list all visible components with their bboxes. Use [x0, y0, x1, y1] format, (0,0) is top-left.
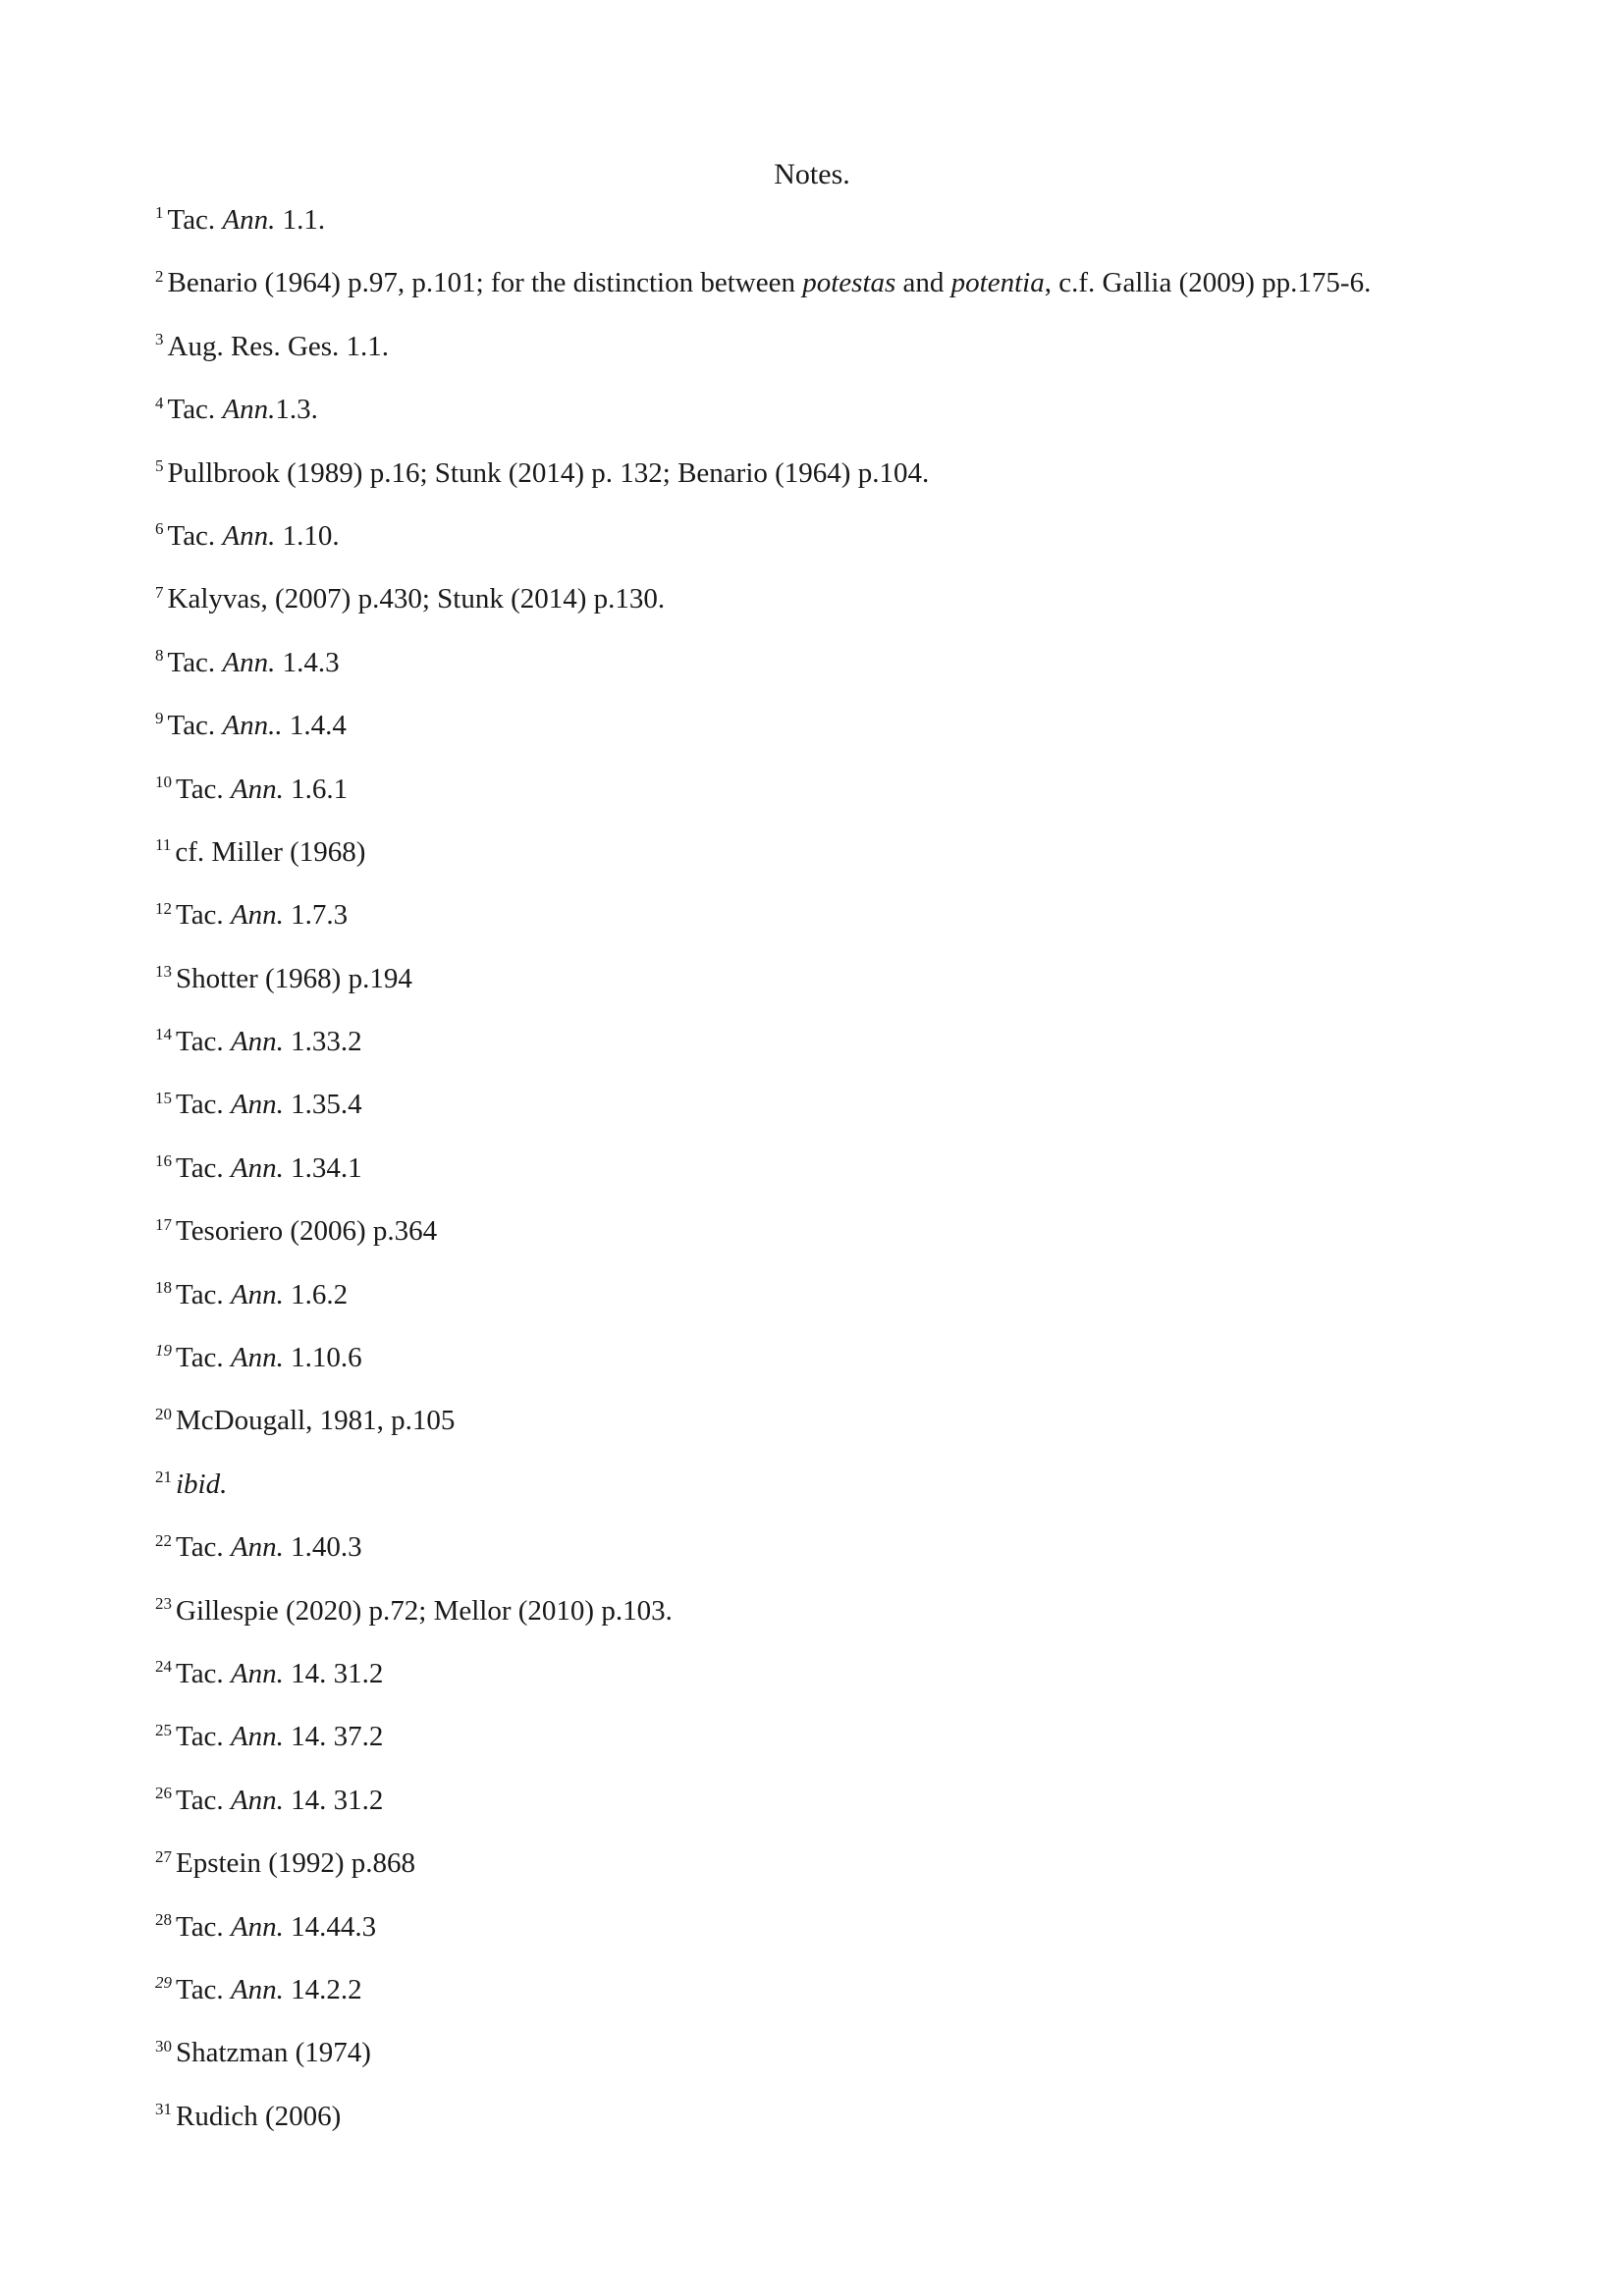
note-text-italic: Ann.	[230, 1342, 284, 1374]
note-text: Gillespie (2020) p.72; Mellor (2010) p.103.	[176, 1594, 673, 1627]
note-text: Shatzman (1974)	[176, 2037, 371, 2069]
note-number: 19	[155, 1341, 172, 1361]
note-item	[155, 1085, 1510, 1148]
note-item	[155, 1275, 1510, 1338]
note-text: Shotter (1968) p.194	[176, 962, 412, 994]
note-item	[155, 516, 1510, 579]
note-text-italic: Ann.	[230, 1151, 284, 1184]
note-number: 7	[155, 582, 164, 602]
note-number: 31	[155, 2100, 172, 2119]
note-number: 1	[155, 203, 164, 223]
note-text: and	[895, 267, 951, 299]
note-number: 2	[155, 266, 164, 286]
note-text: 1.4.4	[282, 710, 347, 742]
note-number: 11	[155, 835, 172, 855]
note-item	[155, 1148, 1510, 1211]
note-number: 9	[155, 709, 164, 728]
note-text-italic: Ann.	[230, 1721, 284, 1753]
note-text: Epstein (1992) p.868	[176, 1847, 416, 1880]
note-text: Tac.	[176, 1784, 231, 1816]
note-text: Tac.	[176, 773, 231, 805]
note-text: 1.7.3	[283, 899, 349, 932]
note-number: 20	[155, 1404, 172, 1423]
note-text: 1.35.4	[283, 1089, 362, 1121]
note-text: 14. 31.2	[283, 1657, 384, 1689]
note-text: Tac.	[176, 899, 231, 932]
note-number: 13	[155, 962, 172, 982]
note-text: 1.1.	[275, 204, 326, 236]
note-text: 1.4.3	[275, 646, 340, 678]
note-item	[155, 2033, 1510, 2096]
page-title: Notes.	[774, 158, 850, 190]
note-text: Tac.	[176, 1151, 231, 1184]
note-text: 1.6.1	[283, 773, 349, 805]
note-text-italic: Ann.	[222, 394, 276, 426]
note-number: 12	[155, 898, 172, 918]
note-item	[155, 1781, 1510, 1843]
note-text: , c.f. Gallia (2009) pp.175-6.	[1044, 267, 1372, 299]
note-text-italic: Ann.	[230, 1973, 284, 2005]
note-item	[155, 263, 1510, 326]
note-text: Tac.	[176, 1342, 231, 1374]
note-number: 5	[155, 455, 164, 475]
note-number: 27	[155, 1846, 172, 1866]
note-text-italic: Ann.	[230, 1278, 284, 1310]
note-item	[155, 1907, 1510, 1970]
note-text: 1.33.2	[283, 1026, 362, 1058]
note-number: 24	[155, 1657, 172, 1677]
note-text: 14. 31.2	[283, 1784, 384, 1816]
note-item	[155, 706, 1510, 769]
note-item	[155, 1654, 1510, 1717]
note-text-italic: Ann.	[230, 899, 284, 932]
note-number: 23	[155, 1593, 172, 1613]
note-number: 26	[155, 1784, 172, 1803]
note-text-italic: Ann.	[222, 519, 276, 552]
note-item	[155, 327, 1510, 390]
note-text-italic: ibid.	[176, 1468, 228, 1500]
note-number: 17	[155, 1214, 172, 1234]
note-text-italic: Ann.	[230, 1657, 284, 1689]
note-item	[155, 1401, 1510, 1464]
note-text: 1.10.	[275, 519, 340, 552]
note-number: 29	[155, 1973, 172, 1993]
note-number: 28	[155, 1909, 172, 1929]
note-number: 14	[155, 1025, 172, 1044]
note-item	[155, 390, 1510, 453]
note-text: Tac.	[167, 204, 223, 236]
note-text: Tac.	[176, 1531, 231, 1564]
note-text: Tac.	[176, 1721, 231, 1753]
note-item	[155, 1843, 1510, 1906]
note-number: 25	[155, 1720, 172, 1739]
note-number: 8	[155, 646, 164, 666]
note-item	[155, 200, 1510, 263]
note-item	[155, 1211, 1510, 1274]
note-text: Benario (1964) p.97, p.101; for the distinction between	[167, 267, 803, 299]
note-text: Tac.	[176, 1278, 231, 1310]
note-number: 10	[155, 772, 172, 791]
note-text: Tac.	[167, 646, 223, 678]
note-text: Rudich (2006)	[176, 2100, 342, 2132]
note-item	[155, 1465, 1510, 1527]
note-text-italic: Ann.	[230, 1089, 284, 1121]
note-item	[155, 832, 1510, 895]
note-text: Tac.	[167, 519, 223, 552]
note-text: Tac.	[176, 1089, 231, 1121]
note-number: 22	[155, 1530, 172, 1550]
note-text-italic: Ann.	[222, 646, 276, 678]
note-text: 1.10.6	[283, 1342, 362, 1374]
note-item	[155, 643, 1510, 706]
note-text: 1.34.1	[283, 1151, 362, 1184]
note-text: Tesoriero (2006) p.364	[176, 1215, 438, 1248]
note-text: Tac.	[176, 1910, 231, 1943]
note-text: 14.44.3	[283, 1910, 377, 1943]
note-item	[155, 1338, 1510, 1401]
note-number: 3	[155, 330, 164, 349]
note-item	[155, 2097, 1510, 2160]
note-text-italic: Ann.	[230, 1910, 284, 1943]
note-item	[155, 454, 1510, 516]
note-text: 1.40.3	[283, 1531, 362, 1564]
note-text: Pullbrook (1989) p.16; Stunk (2014) p. 132; Benario (1964) p.104.	[167, 456, 930, 489]
note-number: 4	[155, 393, 164, 412]
note-text-italic: Ann.	[230, 1531, 284, 1564]
note-text: 1.3.	[275, 394, 318, 426]
note-text-italic: Ann.	[230, 773, 284, 805]
note-item	[155, 1022, 1510, 1085]
note-item	[155, 1717, 1510, 1780]
note-text-italic: Ann.	[230, 1784, 284, 1816]
note-text: 14. 37.2	[283, 1721, 384, 1753]
note-text: Kalyvas, (2007) p.430; Stunk (2014) p.130.	[167, 583, 666, 615]
note-text-italic: Ann..	[222, 710, 283, 742]
note-item	[155, 1591, 1510, 1654]
note-text-italic: Ann.	[222, 204, 276, 236]
note-text: McDougall, 1981, p.105	[176, 1405, 456, 1437]
note-item	[155, 1527, 1510, 1590]
note-item	[155, 579, 1510, 642]
note-item	[155, 770, 1510, 832]
note-text: Tac.	[167, 394, 223, 426]
note-text: Aug. Res. Ges. 1.1.	[167, 330, 390, 362]
note-text: cf. Miller (1968)	[175, 835, 366, 868]
note-number: 30	[155, 2036, 172, 2056]
note-number: 16	[155, 1151, 172, 1171]
note-text-italic: potentia	[950, 267, 1045, 299]
note-text-italic: Ann.	[230, 1026, 284, 1058]
note-item	[155, 959, 1510, 1022]
note-number: 6	[155, 519, 164, 539]
notes-list	[155, 200, 1510, 2160]
note-text: Tac.	[176, 1973, 231, 2005]
note-item	[155, 895, 1510, 958]
note-text: Tac.	[176, 1026, 231, 1058]
note-item	[155, 1970, 1510, 2033]
note-number: 15	[155, 1088, 172, 1107]
note-text: Tac.	[167, 710, 223, 742]
note-text-italic: potestas	[802, 267, 896, 299]
note-number: 18	[155, 1277, 172, 1297]
note-number: 21	[155, 1468, 172, 1487]
note-text: Tac.	[176, 1657, 231, 1689]
note-text: 1.6.2	[283, 1278, 349, 1310]
note-text: 14.2.2	[283, 1973, 362, 2005]
